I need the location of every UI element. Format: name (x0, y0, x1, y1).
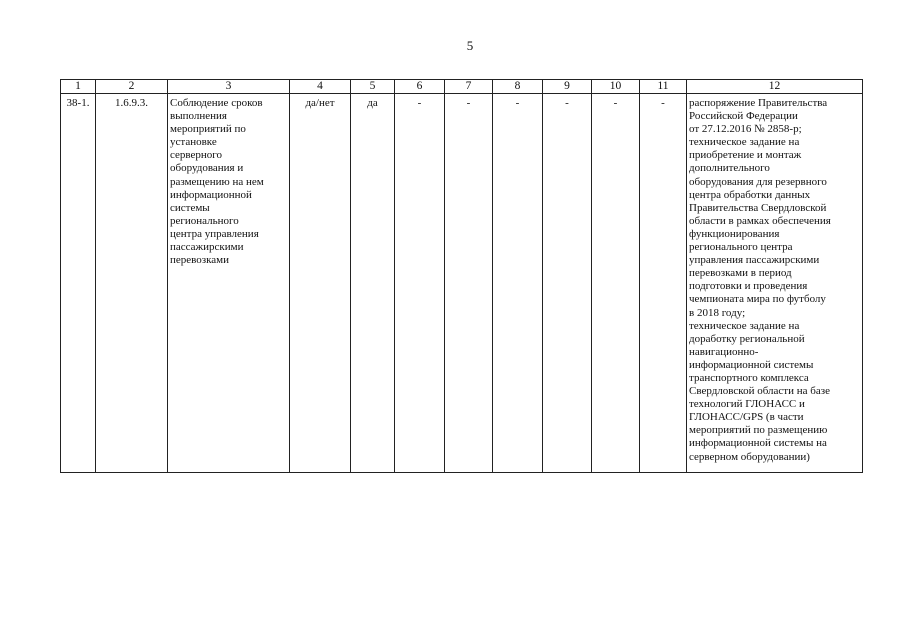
text-line: регионального центра (689, 241, 793, 254)
text-line: пассажирскими (170, 241, 244, 254)
text-line: управления пассажирскими (689, 254, 820, 267)
row-value-7-cell: - (445, 94, 493, 473)
row-value-10-cell: - (592, 94, 640, 473)
text-line: серверном оборудовании) (689, 450, 810, 463)
table-row (61, 94, 863, 473)
row-value-6-cell: - (395, 94, 445, 473)
row-value-9-cell: - (543, 94, 592, 473)
text-line: чемпионата мира по футболу (689, 293, 826, 306)
text-line: дополнительного (689, 162, 770, 175)
text-line: перевозками в период (689, 267, 792, 280)
text-line: распоряжение Правительства (689, 97, 828, 109)
text-line: оборудования и (170, 162, 244, 175)
header-cell: 6 (395, 80, 445, 94)
header-cell: 9 (543, 80, 592, 94)
text-line: техническое задание на (689, 136, 800, 149)
source-text (689, 97, 860, 464)
text-line: навигационно- (689, 345, 759, 358)
text-line: Российской Федерации (689, 110, 798, 123)
page-number: 5 (466, 38, 474, 53)
header-cell: 12 (687, 80, 863, 94)
row-value-11-cell: - (640, 94, 687, 473)
text-line: мероприятий по размещению (689, 424, 828, 437)
text-line: системы (170, 201, 210, 214)
text-line: информационной системы (689, 358, 814, 371)
text-line: размещению на нем (170, 175, 264, 188)
text-line: регионального (170, 214, 239, 227)
header-cell: 2 (96, 80, 168, 94)
header-cell: 10 (592, 80, 640, 94)
text-line: установке (170, 136, 217, 149)
row-unit-cell: да/нет (290, 94, 351, 473)
header-cell: 11 (640, 80, 687, 94)
header-cell: 7 (445, 80, 493, 94)
text-line: перевозками (170, 254, 230, 267)
text-line: центра управления (170, 227, 259, 240)
text-line: мероприятий по (170, 123, 246, 136)
text-line: центра обработки данных (689, 188, 811, 201)
row-description-cell (168, 94, 290, 473)
row-source-cell (687, 94, 863, 473)
text-line: информационной системы на (689, 437, 827, 450)
text-line: доработку региональной (689, 332, 805, 345)
indicator-table (60, 79, 863, 473)
text-line: ГЛОНАСС/GPS (в части (689, 411, 804, 424)
header-cell: 3 (168, 80, 290, 94)
text-line: приобретение и монтаж (689, 149, 802, 162)
header-row (61, 80, 863, 94)
text-line: функционирования (689, 227, 780, 240)
description-text (170, 97, 287, 267)
header-cell: 1 (61, 80, 96, 94)
text-line: транспортного комплекса (689, 371, 809, 384)
text-line: подготовки и проведения (689, 280, 808, 293)
text-line: информационной (170, 188, 252, 201)
text-line: в 2018 году; (689, 306, 746, 319)
text-line: Правительства Свердловской (689, 201, 827, 214)
text-line: технологий ГЛОНАСС и (689, 398, 805, 411)
text-line: серверного (170, 149, 223, 162)
row-value-5-cell: да (351, 94, 395, 473)
text-line: области в рамках обеспечения (689, 214, 831, 227)
text-line: Соблюдение сроков (170, 97, 263, 109)
row-value-8-cell: - (493, 94, 543, 473)
text-line: выполнения (170, 110, 227, 123)
text-line: оборудования для резервного (689, 175, 827, 188)
text-line: Свердловской области на базе (689, 385, 830, 398)
text-line: от 27.12.2016 № 2858-р; (689, 123, 802, 136)
header-cell: 8 (493, 80, 543, 94)
text-line: техническое задание на (689, 319, 800, 332)
header-cell: 5 (351, 80, 395, 94)
row-code-cell: 1.6.9.3. (96, 94, 168, 473)
row-number-cell: 38-1. (61, 94, 96, 473)
header-cell: 4 (290, 80, 351, 94)
